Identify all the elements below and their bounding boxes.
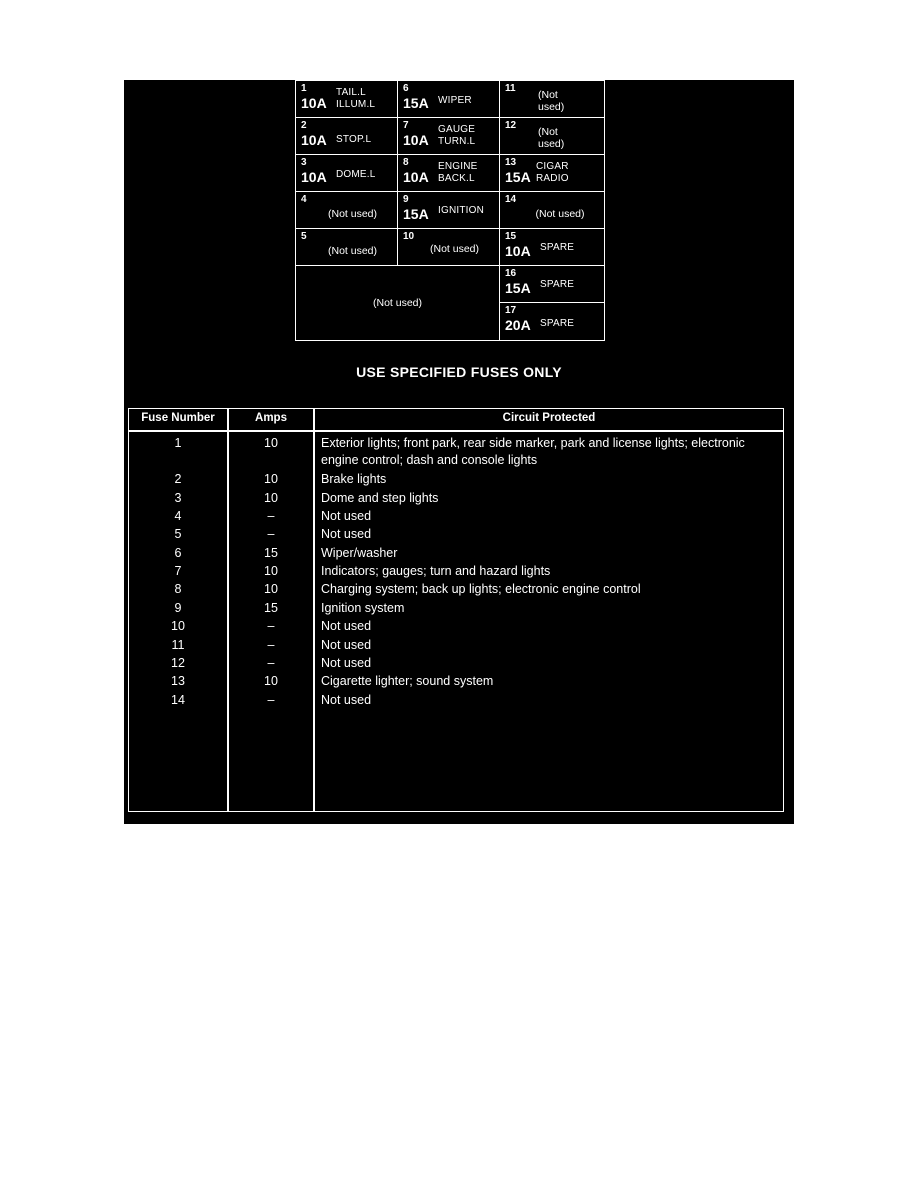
fuse-number: 8 [403,157,409,168]
fuse-warning-caption: USE SPECIFIED FUSES ONLY [356,364,562,380]
fuse-number: 15 [505,231,517,242]
fuse-label: (Not used) [538,126,565,150]
fuse-number: 1 [301,83,307,94]
circuit-cell: Not used [321,619,372,633]
fuse-cell-6 [397,80,500,118]
fuse-cell-16 [499,265,605,303]
amps-cell: 10 [264,582,278,596]
fuse-amperage: 10A [403,132,429,148]
fuse-label: SPARE [540,318,575,329]
fuse-number: 3 [301,157,307,168]
fuse-number: 11 [505,83,516,94]
amps-cell: – [267,656,275,670]
fuse-number: 12 [505,120,517,131]
fuse-table [128,408,784,812]
fuse-label: TAIL.L ILLUM.L [336,87,376,110]
fuse-number-cell: 5 [174,527,182,541]
circuit-cell: Charging system; back up lights; electronic engine control [321,582,641,596]
fuse-cell-11 [499,80,605,118]
fuse-number-cell: 11 [171,638,185,652]
circuit-cell: Not used [321,656,372,670]
fuse-label: (Not used) [327,245,378,257]
circuit-cell: Dome and step lights [321,491,439,505]
fuse-panel-figure [124,80,794,824]
fuse-cell-10 [397,228,500,266]
fuse-label: (Not used) [535,208,585,220]
fuse-cell-12 [499,117,605,155]
fuse-number: 7 [403,120,409,131]
circuit-cell: Exterior lights; front park, rear side marker, park and license lights; electronic engine control; dash and console lights [321,436,745,467]
amps-cell: – [267,527,275,541]
amps-cell: 10 [264,564,278,578]
fuse-number: 10 [403,231,415,242]
fuse-amperage: 15A [505,169,531,185]
fuse-number-cell: 12 [171,656,185,670]
fuse-number-cell: 7 [174,564,182,578]
fuse-amperage: 15A [403,95,429,111]
amps-cell: – [267,638,275,652]
fuse-number: 16 [505,268,517,279]
fuse-number-cell: 6 [174,546,182,560]
fuse-label: DOME.L [336,169,376,180]
fuse-amperage: 10A [301,169,327,185]
circuit-cell: Not used [321,509,372,523]
amps-cell: – [267,619,275,633]
fuse-cell-2 [295,117,398,155]
fuse-number-cell: 3 [174,491,182,505]
fuse-number-cell: 2 [174,472,182,486]
fuse-cell-17 [499,302,605,341]
fuse-label: IGNITION [438,205,485,216]
fuse-number-cell: 4 [174,509,182,523]
fuse-amperage: 10A [505,243,531,259]
header-circuit-protected: Circuit Protected [502,412,596,424]
fuse-amperage: 10A [301,132,327,148]
fuse-cell-14 [499,191,605,229]
fuse-number: 14 [505,194,517,205]
amps-cell: 10 [264,436,278,450]
header-divider [129,430,783,432]
fuse-number-cell: 9 [174,601,182,615]
amps-cell: 10 [264,674,278,688]
amps-cell: 10 [264,472,278,486]
fuse-label: (Not used) [327,208,378,220]
amps-cell: – [267,509,275,523]
fuse-amperage: 15A [505,280,531,296]
fuse-number: 6 [403,83,409,94]
fuse-cell-9 [397,191,500,229]
fuse-number-cell: 1 [174,436,182,450]
circuit-cell: Indicators; gauges; turn and hazard lights [321,564,551,578]
fuse-label: SPARE [540,242,575,253]
fuse-amperage: 10A [403,169,429,185]
fuse-cell-15 [499,228,605,266]
fuse-amperage: 20A [505,317,531,333]
fuse-number-cell: 14 [171,693,185,707]
fuse-label: SPARE [540,279,575,290]
amps-cell: 15 [264,601,278,615]
amps-cell: – [267,693,275,707]
fuse-number: 4 [301,194,307,205]
circuit-cell: Not used [321,693,372,707]
circuit-cell: Wiper/washer [321,546,398,560]
circuit-cell: Not used [321,638,372,652]
fuse-label: (Not used) [538,89,565,113]
fuse-number: 17 [505,305,517,316]
fuse-label: WIPER [438,95,472,106]
fuse-cell-5 [295,228,398,266]
fuse-cell-1 [295,80,398,118]
fuse-label: STOP.L [336,134,372,145]
fuse-label: ENGINE BACK.L [438,161,478,184]
fuse-label: (Not used) [429,243,480,255]
fuse-label: GAUGE TURN.L [438,124,476,147]
fuse-amperage: 15A [403,206,429,222]
circuit-cell: Ignition system [321,601,405,615]
fuse-cell-13 [499,154,605,192]
fuse-cell-3 [295,154,398,192]
header-amps: Amps [255,412,287,424]
fuse-number-cell: 8 [174,582,182,596]
circuit-cell: Cigarette lighter; sound system [321,674,494,688]
fuse-number: 5 [301,231,307,242]
fuse-number: 13 [505,157,517,168]
fuse-amperage: 10A [301,95,327,111]
circuit-cell: Not used [321,527,372,541]
fuse-cell-large-unused [295,265,500,341]
fuse-number-cell: 13 [171,674,185,688]
header-fuse-number: Fuse Number [141,412,215,424]
fuse-cell-7 [397,117,500,155]
fuse-label: CIGAR RADIO [536,161,569,184]
fuse-cell-4 [295,191,398,229]
amps-cell: 15 [264,546,278,560]
circuit-cell: Brake lights [321,472,387,486]
fuse-number-cell: 10 [171,619,185,633]
fuse-number: 2 [301,120,307,131]
fuse-label: (Not used) [372,297,423,309]
fuse-cell-8 [397,154,500,192]
amps-cell: 10 [264,491,278,505]
fuse-number: 9 [403,194,409,205]
fuse-box-diagram [295,80,605,341]
